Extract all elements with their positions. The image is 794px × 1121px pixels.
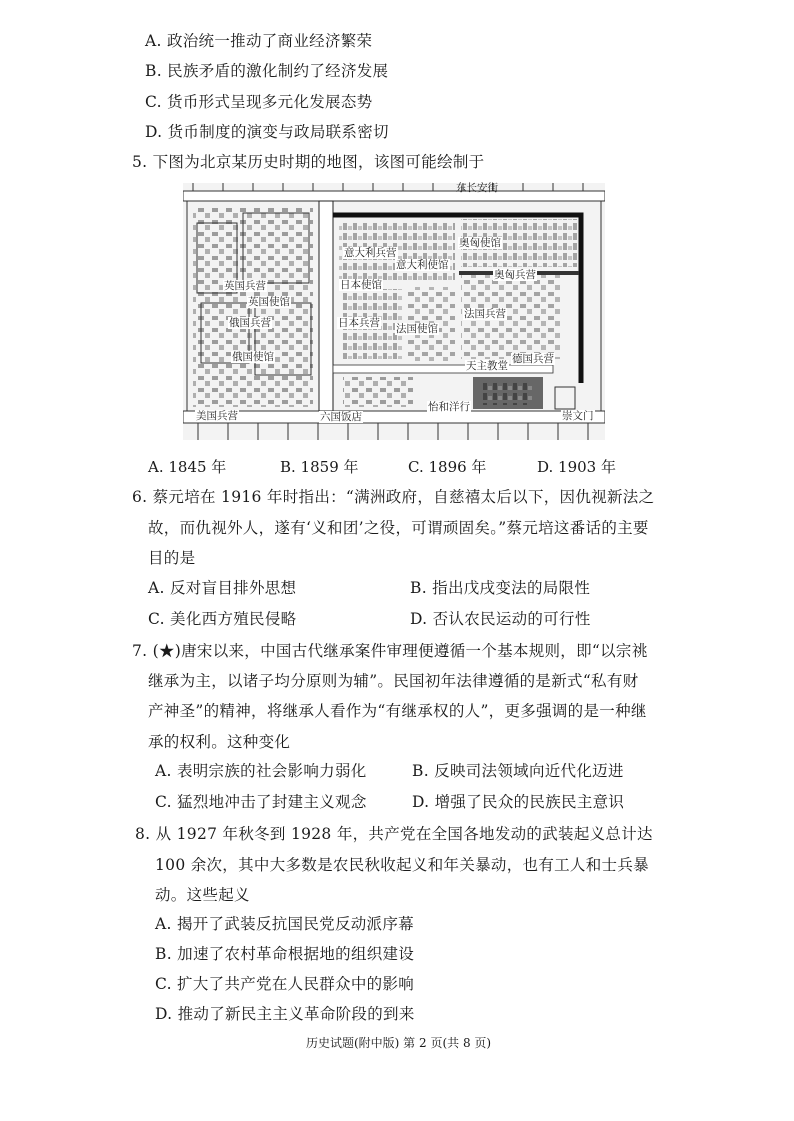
map-label-east-changan-street: 东长安街: [456, 182, 498, 194]
map-label-catholic-church: 天主教堂: [466, 360, 508, 372]
q6-option-b: B. 指出戊戌变法的局限性: [410, 579, 591, 597]
map-label-russia-barracks: 俄国兵营: [229, 317, 271, 329]
map-label-russia-legation: 俄国使馆: [232, 351, 274, 363]
map-label-austria-hungary-barracks: 奥匈兵营: [494, 269, 536, 281]
q8-stem-line-1: 8. 从 1927 年秋冬到 1928 年，共产党在全国各地发动的武装起义总计达: [135, 825, 653, 843]
q8-option-d: D. 推动了新民主主义革命阶段的到来: [155, 1005, 415, 1023]
q7-stem-line-4: 承的权利。这种变化: [148, 733, 291, 751]
q4-option-b: B. 民族矛盾的激化制约了经济发展: [145, 62, 389, 80]
q8-stem-line-3: 动。这些起义: [155, 886, 250, 904]
q5-option-a: A. 1845 年: [148, 458, 227, 476]
map-label-jardine-matheson: 怡和洋行: [428, 401, 470, 413]
q5-option-b: B. 1859 年: [280, 458, 359, 476]
map-label-britain-legation: 英国使馆: [248, 296, 290, 308]
map-label-italy-barracks: 意大利兵营: [344, 247, 397, 259]
q5-option-d: D. 1903 年: [537, 458, 616, 476]
page-footer: 历史试题(附中版) 第 2 页(共 8 页): [306, 1036, 492, 1050]
q6-option-d: D. 否认农民运动的可行性: [410, 610, 591, 628]
map-label-italy-legation: 意大利使馆: [396, 259, 449, 271]
q6-stem-line-2: 故，而仇视外人，遂有‘义和团’之役，可谓顽固矣。”蔡元培这番话的主要: [148, 519, 649, 537]
map-label-france-legation: 法国使馆: [396, 323, 438, 335]
map-drawing: [183, 183, 605, 440]
map-label-chongwen-gate: 崇文门: [562, 410, 594, 422]
q5-option-c: C. 1896 年: [408, 458, 487, 476]
map-label-france-barracks: 法国兵营: [464, 308, 506, 320]
map-label-us-barracks: 美国兵营: [196, 410, 238, 422]
map-label-britain-barracks: 英国兵营: [224, 280, 266, 292]
q6-option-c: C. 美化西方殖民侵略: [148, 610, 297, 628]
q7-option-d: D. 增强了民众的民族民主意识: [412, 793, 625, 811]
legation-quarter-map: [183, 183, 605, 440]
map-label-germany-barracks: 德国兵营: [512, 353, 554, 365]
map-label-austria-hungary-legation: 奥匈使馆: [459, 237, 501, 249]
q4-option-d: D. 货币制度的演变与政局联系密切: [145, 123, 389, 141]
q7-option-a: A. 表明宗族的社会影响力弱化: [155, 762, 367, 780]
q8-stem-line-2: 100 余次，其中大多数是农民秋收起义和年关暴动，也有工人和士兵暴: [155, 856, 649, 874]
q4-option-a: A. 政治统一推动了商业经济繁荣: [145, 32, 373, 50]
q7-option-c: C. 猛烈地冲击了封建主义观念: [155, 793, 367, 811]
q7-stem-line-1: 7. (★)唐宋以来，中国古代继承案件审理便遵循一个基本规则，即“以宗祧: [132, 642, 648, 660]
q5-stem: 5. 下图为北京某历史时期的地图，该图可能绘制于: [132, 153, 485, 171]
q6-stem-line-1: 6. 蔡元培在 1916 年时指出：“满洲政府，自慈禧太后以下，因仇视新法之: [132, 488, 655, 506]
q8-option-c: C. 扩大了共产党在人民群众中的影响: [155, 975, 415, 993]
q8-option-b: B. 加速了农村革命根据地的组织建设: [155, 945, 415, 963]
q4-option-c: C. 货币形式呈现多元化发展态势: [145, 93, 373, 111]
q7-stem-line-2: 继承为主，以诸子均分原则为辅”。民国初年法律遵循的是新式“私有财: [148, 672, 639, 690]
q7-option-b: B. 反映司法领域向近代化迈进: [412, 762, 624, 780]
q8-option-a: A. 揭开了武装反抗国民党反动派序幕: [155, 915, 414, 933]
map-label-six-nations-hotel: 六国饭店: [320, 411, 362, 423]
map-label-japan-barracks: 日本兵营: [338, 317, 380, 329]
q7-stem-line-3: 产神圣”的精神，将继承人看作为“有继承权的人”，更多强调的是一种继: [148, 702, 647, 720]
q6-option-a: A. 反对盲目排外思想: [148, 579, 297, 597]
map-label-japan-legation: 日本使馆: [340, 279, 382, 291]
q6-stem-line-3: 目的是: [148, 549, 196, 567]
